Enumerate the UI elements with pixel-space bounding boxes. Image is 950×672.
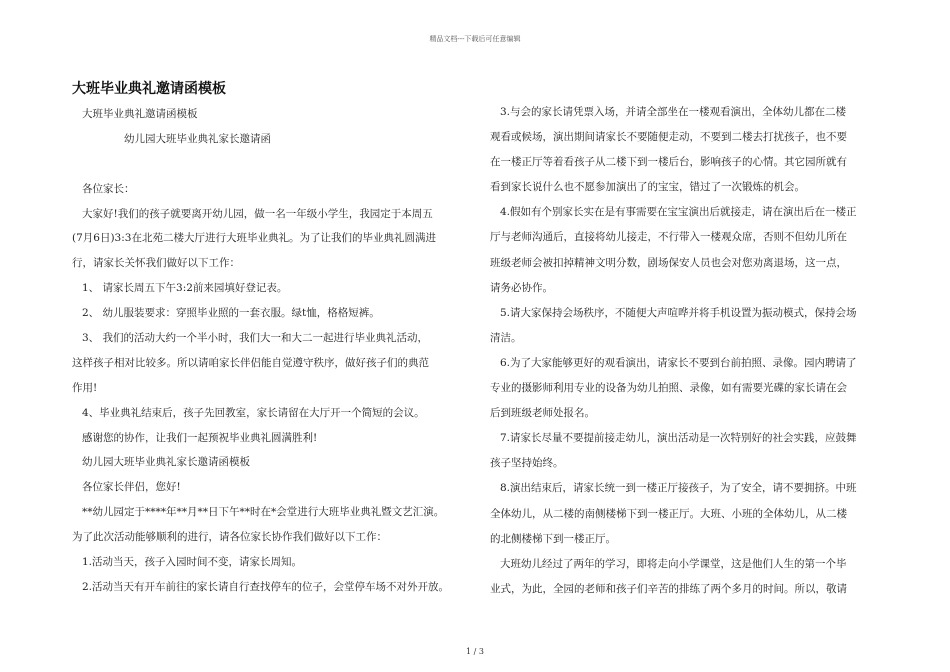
paragraph-line: 清洁。 (490, 331, 522, 344)
paragraph-line: 4、毕业典礼结束后，孩子先回教室，家长请留在大厅开一个简短的会议。 (82, 406, 425, 419)
paragraph-line: **幼儿园定于****年**月**日下午**时在*会堂进行大班毕业典礼暨文艺汇演。 (82, 506, 445, 519)
paragraph-line: 7.请家长尽量不要提前接走幼儿，演出活动是一次特别好的社会实践，应鼓舞 (500, 432, 857, 445)
page-header-note: 精品文档---下载后可任意编辑 (429, 35, 521, 43)
paragraph-line: 后到班级老师处报名。 (490, 407, 595, 420)
paragraph-line: 幼儿园大班毕业典礼家长邀请函 (124, 132, 271, 145)
paragraph-line: 幼儿园大班毕业典礼家长邀请函模板 (82, 456, 250, 469)
paragraph-line: 在一楼正厅等着看孩子从二楼下到一楼后台，影响孩子的心情。其它园所就有 (490, 156, 847, 169)
right-text-column (490, 100, 885, 602)
paragraph-line: 大班毕业典礼邀请函模板 (82, 108, 198, 120)
paragraph-line: 观看或候场，演出期间请家长不要随便走动，不要到二楼去打扰孩子，也不要 (490, 131, 847, 144)
paragraph-line: 专业的摄影师利用专业的设备为幼儿拍照、录像，如有需要光碟的家长请在会 (490, 382, 847, 395)
page-number: 1 / 3 (466, 647, 484, 656)
paragraph-line: 孩子坚持始终。 (490, 457, 564, 470)
paragraph-line: 为了此次活动能够顺利的进行，请各位家长协作我们做好以下工作： (72, 531, 387, 544)
paragraph-line: 8.演出结束后，请家长统一到一楼正厅接孩子，为了安全，请不要拥挤。中班 (500, 482, 857, 495)
paragraph-line: 大班幼儿经过了两年的学习，即将走向小学课堂，这是他们人生的第一个毕 (500, 557, 847, 570)
paragraph-line: 请务必协作。 (490, 281, 553, 294)
paragraph-line: 3.与会的家长请凭票入场，并请全部坐在一楼观看演出，全体幼儿都在二楼 (500, 106, 847, 118)
paragraph-line: 厅与老师沟通后，直接将幼儿接走，不行带入一楼观众席，否则不但幼儿所在 (490, 231, 847, 244)
paragraph-line: 业式，为此，全园的老师和孩子们辛苦的排练了两个多月的时间。所以，敬请 (490, 582, 847, 595)
document-title: 大班毕业典礼邀请函模板 (72, 81, 226, 97)
paragraph-line: 各位家长： (82, 182, 135, 195)
paragraph-line: 感谢您的协作，让我们一起预祝毕业典礼圆满胜利! (82, 431, 318, 444)
paragraph-line: 4.假如有个别家长实在是有事需要在宝宝演出后就接走，请在演出后在一楼正 (500, 206, 857, 219)
paragraph-line (72, 152, 472, 177)
paragraph-line: 1、 请家长周五下午3:2前来园填好登记表。 (82, 282, 288, 295)
paragraph-line: 行，请家长关怀我们做好以下工作： (72, 257, 240, 270)
paragraph-line: 1.活动当天，孩子入园时间不变，请家长周知。 (82, 556, 303, 569)
paragraph-line: 3、 我们的活动大约一个半小时，我们大一和大二一起进行毕业典礼活动， (82, 332, 429, 345)
paragraph-line: 作用! (72, 381, 98, 394)
paragraph-line: 2、 幼儿服装要求：穿照毕业照的一套衣服。绿t恤，格格短裤。 (82, 307, 380, 320)
paragraph-line: (7月6日)3:3在北苑二楼大厅进行大班毕业典礼。为了让我们的毕业典礼圆满进 (72, 232, 436, 245)
paragraph-line: 看到家长说什么也不愿参加演出了的宝宝，错过了一次锻炼的机会。 (490, 181, 805, 194)
paragraph-line: 全体幼儿，从二楼的南侧楼梯下到一楼正厅。大班、小班的全体幼儿，从二楼 (490, 507, 847, 520)
left-text-column (72, 102, 472, 600)
paragraph-line: 5.请大家保持会场秩序，不随便大声喧哗并将手机设置为振动模式，保持会场 (500, 306, 857, 319)
paragraph-line: 的北侧楼梯下到一楼正厅。 (490, 532, 616, 545)
paragraph-line: 大家好!我们的孩子就要离开幼儿园，做一名一年级小学生，我园定于本周五 (82, 207, 433, 220)
paragraph-line: 这样孩子相对比较多。所以请咱家长伴侣能自觉遵守秩序，做好孩子们的典范 (72, 356, 429, 369)
paragraph-line: 各位家长伴侣，您好! (82, 481, 181, 494)
paragraph-line: 班级老师会被扣掉精神文明分数，剧场保安人员也会对您劝离退场，这一点， (490, 256, 847, 269)
paragraph-line: 2.活动当天有开车前往的家长请自行查找停车的位子，会堂停车场不对外开放。 (82, 580, 450, 593)
paragraph-line: 6.为了大家能够更好的观看演出，请家长不要到台前拍照、录像。园内聘请了 (500, 356, 857, 369)
